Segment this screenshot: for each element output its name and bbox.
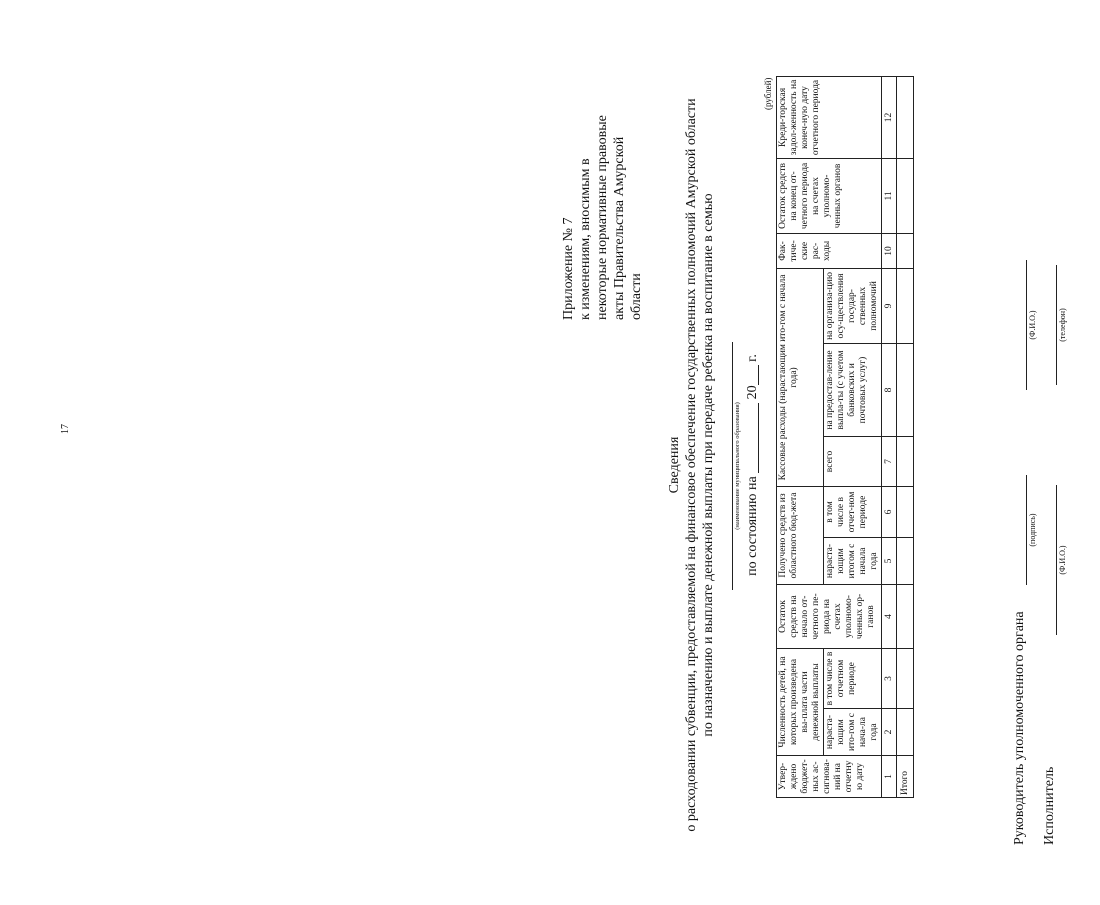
title-heading: Сведения (667, 436, 682, 494)
appendix-note (560, 20, 645, 320)
table-cell (897, 76, 914, 158)
municipality-caption: (наименование муниципального образования) (732, 342, 742, 590)
header-children-count: Численность детей, на которых произведена вы-плата части денежной выплаты (777, 649, 824, 756)
total-label: Итого (897, 756, 914, 798)
column-number: 2 (882, 709, 897, 756)
table-cell (897, 158, 914, 233)
column-number: 11 (882, 158, 897, 233)
title-line: по назначению и выплате денежной выплаты при передаче ребенка на воспитание в семью (701, 193, 716, 737)
table-cell (897, 585, 914, 649)
header-received-cumulative: нараста-ющим итогом с начала года (824, 538, 882, 585)
report-table (776, 76, 914, 798)
header-actual-expenses: Фак-тиче-ские рас-ходы (777, 233, 882, 268)
column-number: 7 (882, 436, 897, 486)
header-cash-total: всего (824, 436, 882, 486)
signature-caption: (подпись) (1028, 513, 1037, 547)
phone-line (1056, 265, 1057, 385)
column-number: 12 (882, 76, 897, 158)
table-cell (897, 233, 914, 268)
table-cell (897, 436, 914, 486)
header-row (777, 76, 824, 797)
year-prefix: 20 (745, 385, 760, 400)
header-cash-expenses: Кассовые расходы (нарастающим ито-гом с начала года) (777, 268, 824, 486)
title-line: о расходовании субвенции, предоставляемой на финансовое обеспечение государственных полномочий Амурской области (684, 98, 699, 832)
table-cell (897, 268, 914, 343)
column-number: 5 (882, 538, 897, 585)
report-date-line (744, 55, 761, 875)
column-number: 10 (882, 233, 897, 268)
rotated-page-content (560, 55, 1100, 875)
appendix-line: к изменениям, вносимым в (578, 158, 593, 320)
column-number: 3 (882, 649, 897, 709)
column-number: 6 (882, 486, 897, 537)
column-number: 9 (882, 268, 897, 343)
appendix-number: Приложение № 7 (561, 217, 576, 320)
table-cell (897, 649, 914, 709)
signature-line (1026, 475, 1027, 585)
report-date-prefix: по состоянию на (745, 476, 760, 576)
header-cash-organization: на организа-цию осу-ществления государ-ственных полномочий (824, 268, 882, 343)
appendix-line: некоторые нормативные правовые (595, 115, 610, 320)
phone-caption: (телефон) (1058, 308, 1067, 342)
header-children-period: в том числе в отчетном периоде (824, 649, 882, 709)
head-of-agency-label: Руководитель уполномоченного органа (1012, 611, 1027, 845)
date-blank (744, 403, 759, 473)
header-approved-allocations: Утвер-жденo бюджет-ных ас-сигнова-ний на отчетную дату (777, 756, 882, 798)
header-balance-end: Остаток средств на конец от-четного периода на счетах уполномо-ченных органов (777, 158, 882, 233)
total-row (897, 76, 914, 797)
column-numbers-row (882, 76, 897, 797)
column-number: 1 (882, 756, 897, 798)
header-accounts-payable: Креди-торская задол-женность на конеч-ную дату отчетного периода (777, 76, 882, 158)
table-cell (897, 343, 914, 436)
name-line (1026, 260, 1027, 390)
column-number: 4 (882, 585, 897, 649)
executor-name-line (1056, 485, 1057, 635)
document-title (666, 55, 717, 875)
year-suffix: г. (745, 354, 760, 362)
units-label: (рублей) (763, 77, 773, 110)
table-cell (897, 538, 914, 585)
column-number: 8 (882, 343, 897, 436)
header-funds-received: Получено средств из областного бюд-жета (777, 486, 824, 584)
table-cell (897, 709, 914, 756)
table-cell (897, 486, 914, 537)
header-received-period: в том числе в отчет-ном периоде (824, 486, 882, 537)
header-balance-start: Остаток средств на начало от-четного пе-риода на счетах уполномо-ченных ор-ганов (777, 585, 882, 649)
executor-name-caption: (Ф.И.О.) (1058, 545, 1067, 575)
executor-label: Исполнитель (1042, 766, 1057, 845)
header-cash-payment: на предостав-ление выпла-ты (с учетом банковских и почтовых услуг) (824, 343, 882, 436)
appendix-line: области (629, 273, 644, 320)
header-children-cumulative: нараста-ющим ито-гом с нача-ла года (824, 709, 882, 756)
appendix-line: акты Правительства Амурской (612, 136, 627, 320)
name-caption: (Ф.И.О.) (1028, 310, 1037, 340)
page-number: 17 (60, 424, 71, 434)
year-blank (744, 365, 759, 385)
